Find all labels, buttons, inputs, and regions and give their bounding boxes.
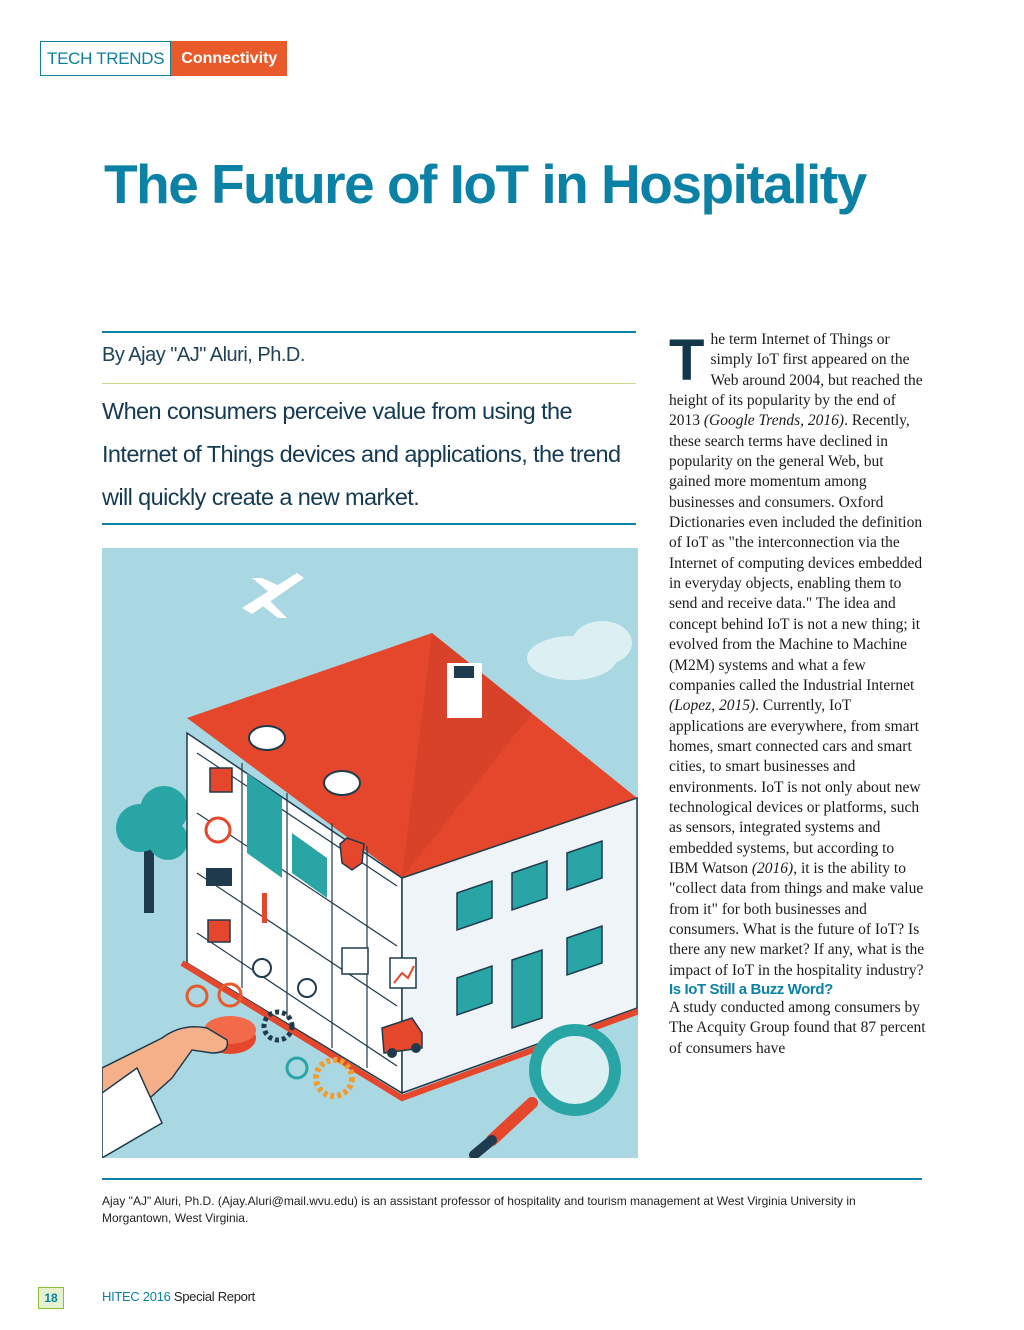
page-number: 18: [38, 1287, 64, 1309]
deck: When consumers perceive value from using the Internet of Things devices and applications, the trend will quickly create a new market.: [102, 398, 621, 510]
divider-top: [102, 331, 636, 333]
divider-deck: [102, 523, 636, 525]
section-tag: [40, 41, 287, 76]
body-paragraph: The term Internet of Things or simply IoT first appeared on the Web around 2004, but reached the height of its popularity by the end of 2013 (Google Trends, 2016). Recently, these search terms have declined in popularity on the general Web, but gained more momentum among businesses and consumers. Oxford Dictionaries even included the definition of IoT as "the interconnection via the Internet of computing devices embedded in everyday objects, enabling them to send and receive data." The idea and concept behind IoT is not a new thing; it evolved from the Machine to Machine (M2M) systems and what a few companies called the Industrial Internet (Lopez, 2015). Currently, IoT applications are everywhere, from smart homes, smart connected cars and smart cities, to smart businesses and environments. IoT is not only about new technological devices or platforms, such as sensors, integrated systems and embedded systems, but according to IBM Watson (2016), it is the ability to "collect data from things and make value from it" for both businesses and consumers. What is the future of IoT? Is there any new market? If any, what is the impact of IoT in the hospitality industry?: [669, 328, 925, 979]
divider-bio: [102, 1178, 922, 1180]
cloud-icon: [324, 771, 360, 795]
footer-publication: [102, 1289, 255, 1304]
divider-byline: [102, 383, 636, 384]
body-column: [669, 330, 927, 1059]
camera-icon: [206, 868, 232, 886]
article-title: The Future of IoT in Hospitality: [104, 153, 866, 215]
body-paragraph-2: A study conducted among consumers by The Acquity Group found that 87 percent of consumers have: [669, 999, 926, 1057]
clock-icon: [206, 818, 230, 842]
byline: By Ajay "AJ" Aluri, Ph.D.: [102, 344, 305, 366]
topic-label: Connectivity: [171, 41, 287, 76]
lock-icon: [208, 920, 230, 942]
smart-house-illustration: [102, 548, 638, 1158]
publication-name: HITEC 2016: [102, 1289, 171, 1304]
subhead: Is IoT Still a Buzz Word?: [669, 981, 833, 998]
section-label: TECH TRENDS: [40, 41, 171, 76]
lock-icon: [210, 768, 232, 792]
author-bio: Ajay "AJ" Aluri, Ph.D. (Ajay.Aluri@mail.wvu.edu) is an assistant professor of hospitality and tourism management at West Virginia University in Morgantown, West Virginia.: [102, 1194, 856, 1225]
drop-cap: T: [669, 328, 705, 393]
thermometer-icon: [262, 893, 267, 923]
cloud-icon: [249, 726, 285, 750]
calendar-icon: [342, 948, 368, 974]
report-label: Special Report: [173, 1289, 255, 1304]
